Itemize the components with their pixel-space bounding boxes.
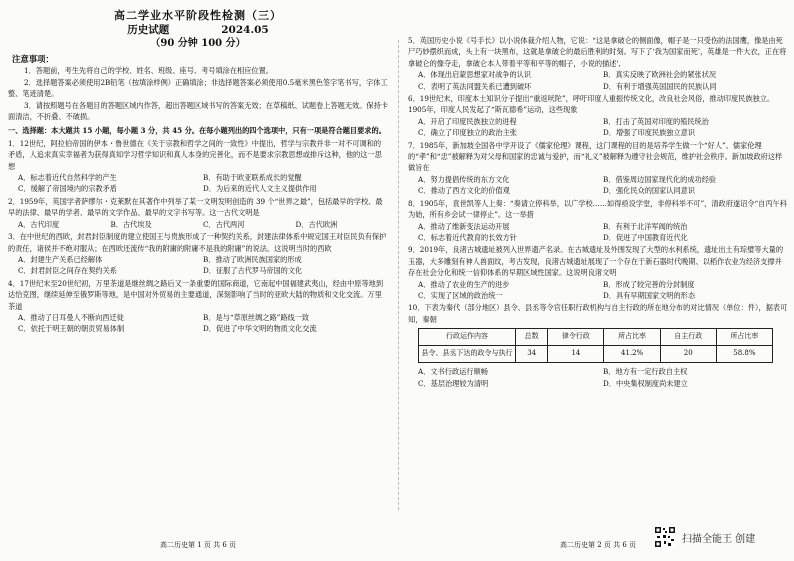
option-c: C．缓解了帝国境内的宗教矛盾 [18,184,117,194]
exam-header [8,8,388,50]
option-b: B．真实反映了欧洲社会的紧张状况 [603,70,717,80]
exam-date: 2024.05 [221,24,269,36]
data-table [418,328,773,363]
table-cell: 20 [660,346,716,363]
question-options [8,254,388,277]
question-stem: 8．1905年，袁世凯等人上奏：“奏请立停科举，以广学校……如得亟设学堂，非停科举不可”，清政府遂诏令“自丙午科为始，所有乡会试一律停止”。这一举措 [408,198,787,220]
exam-title: 高二学业水平阶段性检测（三） [114,9,282,22]
option-c: C．实现了区域的政治统一 [418,290,503,300]
option-b: B．有利于北洋军阀的统治 [603,221,688,231]
option-a: A．封建生产关系已经解体 [18,254,103,264]
option-c: C．基层治理较为清明 [418,378,489,388]
question-options [8,219,388,230]
option-c: C．封君封臣之间存在契约关系 [18,266,117,276]
page-footer-right: 高二历史第 2 页 共 6 页 [559,540,637,549]
question-2 [8,196,388,230]
question-options [8,312,388,335]
question-8 [408,198,788,244]
option-a: A．体现出启蒙思想家对战争的认识 [418,70,532,80]
option-a: A．推动了维新变法运动开展 [418,221,510,231]
question-10 [408,302,788,389]
table-header-cell: 所占比率 [604,329,660,346]
question-options [408,279,788,302]
option-a: A．文书行政运行顺畅 [418,367,488,377]
option-d: D．增强了印度民族独立意识 [603,128,696,138]
notice-heading: 注意事项： [12,54,54,64]
table-header-cell: 律令行政 [548,329,604,346]
option-b: B．是与“草原丝绸之路”路线一致 [203,312,310,322]
question-options [408,116,788,139]
table-cell: 58.8% [716,346,772,363]
page-divider [398,40,399,510]
option-a: A．推动了日耳曼人不断向西迁徙 [18,312,124,322]
question-stem: 6．19世纪末，印度本土知识分子提出“重返吠陀”，呼吁印度人重振传统文化，改良社会风俗，推动印度民族独立。1905年，印度人民发起了“斯瓦德希”运动，这些现象 [408,94,775,115]
question-options [408,174,788,197]
qr-code-icon [654,526,676,548]
question-3 [8,231,388,277]
option-d: D．具有早期国家文明的形态 [603,290,696,300]
option-c: C．表明了英法同盟关系已遭到破坏 [418,81,532,91]
option-a: A．古代印度 [18,219,60,229]
question-1 [8,138,388,195]
exam-time-score: （90 分钟 100 分） [150,38,246,49]
table-header-cell: 行政运作内容 [419,329,516,346]
question-stem: 7．1985年，新加坡全国各中学开设了《儒家伦理》课程，这门课程的目的是培养学生做一个“好人”。儒家伦理的“孝”和“忠”被解释为对父母和国家的忠诚与爱护，而“礼义”被解释为遵守社会规范，维护社会秩序。新加坡政府这样做旨在 [408,140,783,173]
option-a: A．努力提倡传统的东方文化 [418,174,510,184]
option-b: B．打击了英国对印度的殖民统治 [603,116,709,126]
notice-item: 2．选择题答案必须使用2B铅笔（按填涂样例）正确填涂；非选择题答案必须使用0.5毫米黑色签字笔书写，字体工整、笔迹清楚。 [8,77,388,99]
option-c: C．确立了印度独立的政治主张 [418,128,517,138]
page-footer-left: 高二历史第 1 页 共 6 页 [159,540,237,549]
left-page [8,0,388,561]
option-a: A．推动了农业的生产的进步 [418,279,510,289]
question-4 [8,278,388,335]
option-b: B．古代埃及 [110,219,152,229]
table-row-label: 县令、县丞下达的政令与执行 [419,346,516,363]
notice-item: 1．答题前，考生先将自己的学校、姓名、班级、座号、考号填涂在相应位置。 [24,66,273,76]
right-page [408,0,788,561]
question-stem: 4．17世纪末至20世纪初，万里茶道是继丝绸之路后又一条重要的国际商道，它南起中国福建武夷山，经由中原等地到达恰克图，继续延伸至俄罗斯等地，是中国对外贸易的主要通道，深刻影响了当时的亚欧大陆的物质和文化交流。万里茶道 [8,278,384,311]
question-options [408,221,788,244]
exam-subject-line [8,23,388,37]
table-cell: 41.2% [604,346,660,363]
option-c: C．推动了西方文化的价值观 [418,186,510,196]
exam-subject: 历史试题 [127,24,170,36]
option-b: B．借鉴周边国家现代化的成功经验 [603,174,717,184]
question-stem: 2．1959年，英国学者萨缪尔・克莱默在其著作中列举了某一文明发明创造的 39 个“世界之最”，包括最早的学校、最早的法律、最早的学者、最早的文学作品、最早的文字书写等。这一古代文明是 [8,196,383,218]
table-header-cell: 自主行政 [660,329,716,346]
option-d: D．强化民众的国家认同意识 [603,186,696,196]
question-options [408,69,788,92]
option-d: D．为后来的近代人文主义提供作用 [203,184,317,194]
option-b: B．地方有一定行政自主权 [603,367,688,377]
option-c: C．依托于明王朝的朝贡贸易体制 [18,324,125,334]
option-d: D．促进了中华文明的物质文化交流 [203,324,317,334]
question-stem: 9．2019年，良渚古城遗址被列入世界遗产名录。在古城遗址及外围发现了大型的水利系统，遗址出土有琮璧等大量的玉器，大多雕刻有神人兽面纹，考古发现，良渚古城遗址展现了一个存在于新石器时代晚期、以稻作农业为经济支撑并存在社会分化和统一信仰体系的早期区域性国家。这说明良渚文明 [408,245,784,278]
scanner-watermark [654,526,755,548]
option-d: D．促进了中国教育近代化 [603,232,688,242]
table-row [419,346,773,363]
option-a: A．标志着近代自然科学的产生 [18,173,117,183]
table-header-row [419,329,773,346]
table-cell: 14 [548,346,604,363]
option-d: D．中央集权制度尚未建立 [603,378,688,388]
option-d: D．征服了古代罗马帝国的文化 [203,266,303,276]
question-6 [408,93,788,139]
question-stem: 10．下表为秦代（部分地区）县令、县丞等令官任职行政机构与自主行政的所在地分布的对比情况（单位：件），据表可知，秦朝 [408,303,788,324]
option-a: A．开启了印度民族独立的进程 [418,116,517,126]
option-c: C．古代两河 [203,219,245,229]
option-d: D．有利于增强英国国民的民族认同 [603,81,717,91]
table-cell: 34 [516,346,548,363]
question-options [8,172,388,195]
question-stem: 1．12世纪，阿拉伯帝国的伊本・鲁世德在《关于宗教和哲学之间的一致性》中提出，哲学与宗教并非一对不可调和的矛盾，人追求真实幸福者为获得真知学习哲学知识和真人本身的完善化，而不是要求宗教思想或排斥这种，他的这一思想 [8,138,382,171]
option-c: C．标志着近代教育的长效方针 [418,232,517,242]
question-stem: 5．英国历史小说《号手长》以小说体裁介绍人物，它说：“这是拿破仑的侧面像，帽子是一只受伤的法国鹰，像是由死尸巧妙摆织而成，头上有一块黑布，这就是拿破仑的最后胜利的时刻。写下了‘我为国家而死’，英雄是一件大衣，正在将拿破仑的像夺走，拿破仑本人带着平等和平等的帽子，小说的描述', [408,36,787,68]
option-d: D．古代欧洲 [295,219,338,229]
option-b: B．形成了较完善的分封制度 [603,279,695,289]
question-5 [408,35,788,92]
notice-item: 3．请按照题号在各题目的答题区域内作答，超出答题区域书写的答案无效；在草稿纸、试题卷上答题无效。保持卡面清洁，不折叠、不破损。 [8,100,388,122]
option-b: B．推动了欧洲民族国家的形成 [203,254,302,264]
option-b: B．有助于欧亚联系成长的觉醒 [203,173,302,183]
question-options [408,366,788,389]
question-9 [408,244,788,301]
table-header-cell: 所占比率 [716,329,772,346]
section-heading: 一、选择题：本大题共 15 小题，每小题 3 分，共 45 分。在每小题列出的四个选项中，只有一项是符合题目要求的。 [8,126,386,136]
question-7 [408,140,788,197]
question-stem: 3．在中世纪的西欧，封君封臣制度的建立使国王与贵族形成了一种契约关系，封建法律体系中规定国王对臣民负有保护的责任，诸侯并不绝对服从；在西欧还流传“我的附庸的附庸不是我的附庸”的说法。这说明当时的西欧 [8,232,387,253]
table-header-cell: 总数 [516,329,548,346]
scanner-watermark-text: 扫描全能王 创建 [682,533,756,545]
